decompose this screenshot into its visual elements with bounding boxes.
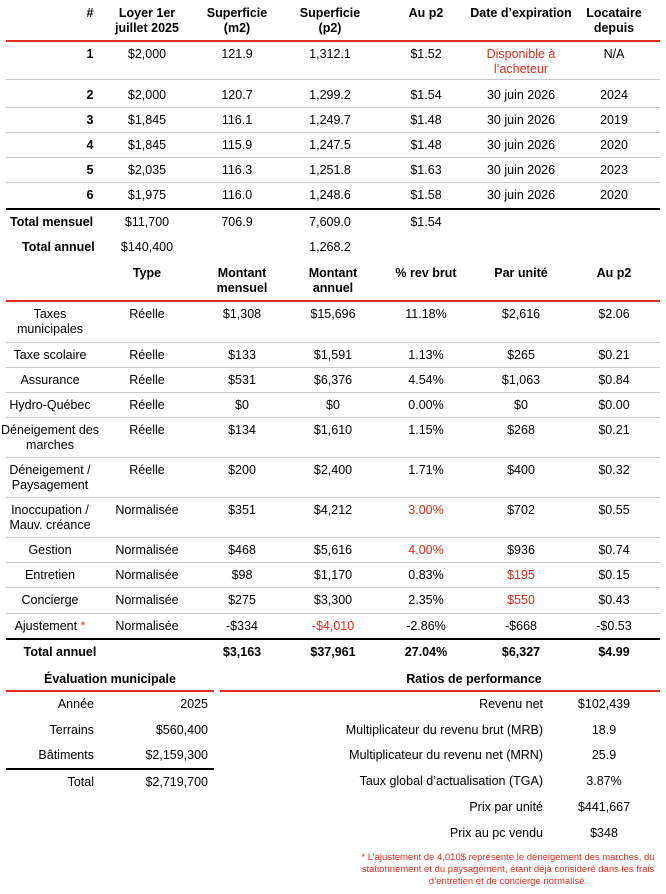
municipal-label: Terrains xyxy=(49,723,94,737)
rent-header-cell: Superficie (m2) xyxy=(206,6,268,35)
ratio-value: 25.9 xyxy=(591,748,617,762)
municipal-rule xyxy=(6,690,214,692)
expense-annual: $1,591 xyxy=(313,348,353,362)
unit-m2: 120.7 xyxy=(221,88,253,102)
ratio-value: $441,667 xyxy=(577,800,631,814)
expense-unit: $1,063 xyxy=(501,373,541,387)
rent-header-cell: Locataire depuis xyxy=(586,6,642,35)
unit-m2: 121.9 xyxy=(221,47,253,61)
expense-annual: $6,376 xyxy=(313,373,353,387)
total-monthly-label: Total mensuel xyxy=(10,215,94,229)
expense-psf: $0.74 xyxy=(598,543,630,557)
expense-total-annual: $37,961 xyxy=(310,645,356,659)
expense-total-rule xyxy=(6,638,660,640)
ratios-title: Ratios de performance xyxy=(406,672,542,686)
ratios-rule xyxy=(220,690,660,692)
expense-type: Réelle xyxy=(129,373,165,387)
expense-unit: $936 xyxy=(507,543,535,557)
expense-annual: $4,212 xyxy=(313,503,353,517)
expense-total-unit: $6,327 xyxy=(501,645,541,659)
unit-p2: 1,247.5 xyxy=(309,138,351,152)
total-monthly-psf: $1.54 xyxy=(410,215,442,229)
expense-unit: $0 xyxy=(514,398,528,412)
unit-since: N/A xyxy=(603,47,625,61)
unit-since: 2024 xyxy=(600,88,628,102)
total-annual-rent: $140,400 xyxy=(120,240,174,254)
row-divider xyxy=(6,107,660,108)
ratio-label: Multiplicateur du revenu brut (MRB) xyxy=(345,723,543,737)
row-divider xyxy=(6,417,660,418)
expense-pct: 11.18% xyxy=(405,307,447,321)
expense-annual: $2,400 xyxy=(313,463,353,477)
unit-since: 2020 xyxy=(600,138,628,152)
expense-header-cell: Montant annuel xyxy=(308,266,358,295)
expense-header-cell: Au p2 xyxy=(596,266,632,280)
ratio-value: $102,439 xyxy=(577,697,631,711)
unit-p2: 1,248.6 xyxy=(309,188,351,202)
expense-name: Concierge xyxy=(21,593,79,607)
row-divider xyxy=(6,342,660,343)
unit-expiry: 30 juin 2026 xyxy=(486,88,556,102)
unit-rent: $2,000 xyxy=(127,47,167,61)
unit-expiry: 30 juin 2026 xyxy=(486,163,556,177)
row-divider xyxy=(6,497,660,498)
unit-psf: $1.52 xyxy=(410,47,442,61)
ratio-label: Revenu net xyxy=(479,697,543,711)
expense-psf: $0.32 xyxy=(598,463,630,477)
municipal-label: Bâtiments xyxy=(38,748,94,762)
expense-pct: 1.71% xyxy=(408,463,444,477)
expense-annual: -$4,010 xyxy=(311,619,355,633)
expense-unit: $400 xyxy=(507,463,535,477)
total-monthly-p2: 7,609.0 xyxy=(309,215,351,229)
expense-monthly: $1,308 xyxy=(222,307,262,321)
expense-pct: 3.00% xyxy=(408,503,444,517)
ratio-value: $348 xyxy=(590,826,618,840)
expense-annual: $5,616 xyxy=(313,543,353,557)
unit-num: 5 xyxy=(86,163,94,177)
expense-unit: $550 xyxy=(507,593,535,607)
expense-annual: $0 xyxy=(326,398,340,412)
expense-unit: $2,616 xyxy=(501,307,541,321)
expense-unit: $702 xyxy=(507,503,535,517)
expense-type: Normalisée xyxy=(115,503,179,517)
unit-m2: 116.3 xyxy=(221,163,253,177)
total-annual-label: Total annuel xyxy=(22,240,95,254)
unit-since: 2020 xyxy=(600,188,628,202)
expense-name: Gestion xyxy=(28,543,72,557)
expense-monthly: $98 xyxy=(231,568,253,582)
unit-p2: 1,249.7 xyxy=(309,113,351,127)
expense-name: Déneigement / Paysagement xyxy=(9,463,91,492)
unit-expiry: Disponible à l’acheteur xyxy=(486,47,556,76)
unit-num: 4 xyxy=(86,138,94,152)
expense-name: Assurance xyxy=(20,373,80,387)
footnote-marker: * xyxy=(77,619,86,633)
row-divider xyxy=(6,457,660,458)
expense-psf: $0.84 xyxy=(598,373,630,387)
ratio-value: 18.9 xyxy=(591,723,617,737)
unit-psf: $1.58 xyxy=(410,188,442,202)
expense-pct: 0.83% xyxy=(408,568,444,582)
unit-rent: $2,035 xyxy=(127,163,167,177)
unit-p2: 1,251.8 xyxy=(309,163,351,177)
expense-header-rule xyxy=(6,300,660,302)
municipal-value: $2,159,300 xyxy=(145,748,208,762)
ratio-label: Multiplicateur du revenu net (MRN) xyxy=(349,748,543,762)
expense-psf: -$0.53 xyxy=(596,619,632,633)
unit-psf: $1.54 xyxy=(410,88,442,102)
unit-rent: $1,845 xyxy=(127,113,167,127)
expense-total-label: Total annuel xyxy=(23,645,97,659)
expense-type: Normalisée xyxy=(115,593,179,607)
expense-type: Réelle xyxy=(129,398,165,412)
municipal-total-label: Total xyxy=(67,775,94,789)
expense-psf: $0.55 xyxy=(598,503,630,517)
unit-since: 2023 xyxy=(600,163,628,177)
expense-annual: $1,610 xyxy=(313,423,353,437)
expense-header-cell: Type xyxy=(132,266,162,280)
unit-expiry: 30 juin 2026 xyxy=(486,188,556,202)
expense-type: Réelle xyxy=(129,307,165,321)
unit-p2: 1,312.1 xyxy=(309,47,351,61)
rent-header-cell: Superficie (p2) xyxy=(299,6,361,35)
expense-pct: 4.00% xyxy=(408,543,444,557)
expense-unit: $268 xyxy=(507,423,535,437)
unit-psf: $1.48 xyxy=(410,113,442,127)
expense-monthly: $0 xyxy=(235,398,249,412)
expense-annual: $1,170 xyxy=(313,568,353,582)
expense-type: Normalisée xyxy=(115,619,179,633)
expense-type: Réelle xyxy=(129,463,165,477)
row-divider xyxy=(6,182,660,183)
unit-m2: 116.0 xyxy=(221,188,253,202)
row-divider xyxy=(6,157,660,158)
expense-pct: 0.00% xyxy=(408,398,444,412)
expense-annual: $15,696 xyxy=(310,307,356,321)
expense-total-psf: $4.99 xyxy=(598,645,630,659)
expense-monthly: $275 xyxy=(228,593,256,607)
rent-header-cell: Loyer 1er juillet 2025 xyxy=(115,6,179,35)
expense-pct: -2.86% xyxy=(406,619,446,633)
unit-p2: 1,299.2 xyxy=(309,88,351,102)
municipal-title: Évaluation municipale xyxy=(44,672,176,686)
expense-name: Entretien xyxy=(24,568,76,582)
municipal-total-rule xyxy=(6,768,214,770)
ratio-label: Taux global d’actualisation (TGA) xyxy=(359,774,543,788)
expense-psf: $2.06 xyxy=(598,307,630,321)
rent-total-rule xyxy=(6,208,660,210)
expense-psf: $0.43 xyxy=(598,593,630,607)
municipal-value: $560,400 xyxy=(155,723,208,737)
expense-total-monthly: $3,163 xyxy=(222,645,262,659)
expense-psf: $0.21 xyxy=(598,348,630,362)
expense-psf: $0.00 xyxy=(598,398,630,412)
row-divider xyxy=(6,367,660,368)
expense-psf: $0.15 xyxy=(598,568,630,582)
unit-rent: $1,845 xyxy=(127,138,167,152)
expense-type: Normalisée xyxy=(115,543,179,557)
expense-unit: $195 xyxy=(507,568,535,582)
expense-header-cell: Par unité xyxy=(494,266,548,280)
rent-header-rule xyxy=(6,40,660,42)
expense-pct: 2.35% xyxy=(408,593,444,607)
expense-name: Taxe scolaire xyxy=(13,348,87,362)
expense-name: Déneigement des marches xyxy=(1,423,99,452)
expense-unit: $265 xyxy=(507,348,535,362)
expense-monthly: $468 xyxy=(228,543,256,557)
total-monthly-rent: $11,700 xyxy=(124,215,170,229)
expense-monthly: $351 xyxy=(228,503,256,517)
total-annual-p2: 1,268.2 xyxy=(309,240,351,254)
ratio-label: Prix au pc vendu xyxy=(449,826,543,840)
expense-pct: 1.15% xyxy=(408,423,444,437)
expense-type: Réelle xyxy=(129,348,165,362)
rent-header-cell: Date d’expiration xyxy=(470,6,572,20)
unit-rent: $1,975 xyxy=(127,188,167,202)
row-divider xyxy=(6,587,660,588)
rent-header-cell: Au p2 xyxy=(408,6,444,20)
expense-type: Normalisée xyxy=(115,568,179,582)
unit-num: 2 xyxy=(86,88,94,102)
unit-rent: $2,000 xyxy=(127,88,167,102)
unit-m2: 115.9 xyxy=(221,138,253,152)
unit-psf: $1.48 xyxy=(410,138,442,152)
expense-header-cell: % rev brut xyxy=(395,266,457,280)
row-divider xyxy=(6,392,660,393)
expense-monthly: $134 xyxy=(228,423,256,437)
row-divider xyxy=(6,613,660,614)
expense-monthly: $200 xyxy=(228,463,256,477)
expense-total-pct: 27.04% xyxy=(404,645,448,659)
expense-monthly: -$334 xyxy=(226,619,258,633)
total-monthly-m2: 706.9 xyxy=(221,215,253,229)
unit-m2: 116.1 xyxy=(221,113,253,127)
ratio-label: Prix par unité xyxy=(469,800,543,814)
unit-psf: $1.63 xyxy=(410,163,442,177)
expense-type: Réelle xyxy=(129,423,165,437)
expense-header-cell: Montant mensuel xyxy=(216,266,268,295)
municipal-total-value: $2,719,700 xyxy=(145,775,208,789)
row-divider xyxy=(6,562,660,563)
unit-num: 1 xyxy=(86,47,94,61)
expense-psf: $0.21 xyxy=(598,423,630,437)
row-divider xyxy=(6,79,660,80)
row-divider xyxy=(6,132,660,133)
municipal-value: 2025 xyxy=(180,697,208,711)
municipal-label: Année xyxy=(57,697,94,711)
expense-pct: 1.13% xyxy=(408,348,444,362)
footnote: * L’ajustement de 4,010$ représente le déneigement des marches, du stationnement et du paysagement, étant déjà considéré dans les frais d’entretien et de concierge normalisé. xyxy=(361,852,655,887)
expense-unit: -$668 xyxy=(505,619,537,633)
expense-name: Hydro-Québec xyxy=(9,398,91,412)
expense-annual: $3,300 xyxy=(313,593,353,607)
unit-num: 6 xyxy=(86,188,94,202)
unit-num: 3 xyxy=(86,113,94,127)
unit-expiry: 30 juin 2026 xyxy=(486,138,556,152)
unit-expiry: 30 juin 2026 xyxy=(486,113,556,127)
unit-since: 2019 xyxy=(600,113,628,127)
expense-monthly: $531 xyxy=(228,373,256,387)
expense-name: Inoccupation / Mauv. créance xyxy=(9,503,91,532)
ratio-value: 3.87% xyxy=(586,774,622,788)
row-divider xyxy=(6,537,660,538)
expense-name: Ajustement * xyxy=(14,619,86,633)
expense-pct: 4.54% xyxy=(408,373,444,387)
rent-header-cell: # xyxy=(86,6,94,20)
expense-name: Taxes municipales xyxy=(16,307,83,336)
expense-monthly: $133 xyxy=(228,348,256,362)
